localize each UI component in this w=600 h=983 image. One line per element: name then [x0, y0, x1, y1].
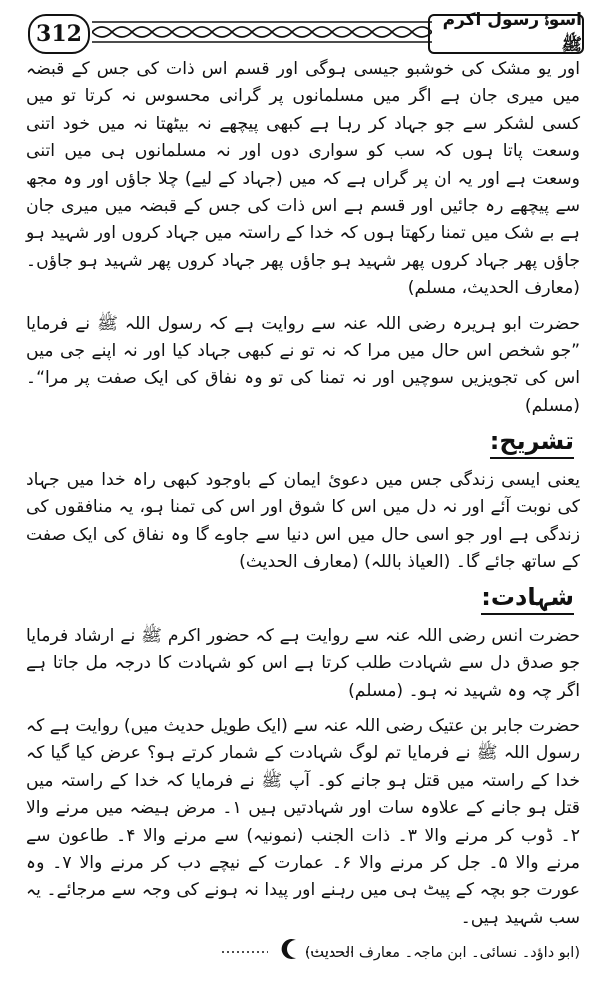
footer-ornament: [222, 936, 352, 960]
book-title: اسوۂ رسول اکرم ﷺ: [428, 14, 584, 54]
section-tashreeh: [26, 420, 580, 576]
paragraph: حضرت ابو ہریرہ رضی اللہ عنہ سے روایت ہے کہ رسول اللہ ﷺ نے فرمایا ”جو شخص اس حال میں مرا کہ نہ تو نے کبھی جہاد کیا اور نہ اپنے جی میں اس کی تجویزیں سوچیں اور نہ تمنا کی تو وہ نفاق کی ایک صفت پر مرا“۔ (مسلم): [26, 313, 580, 416]
paragraph: حضرت جابر بن عتیک رضی اللہ عنہ سے (ایک طویل حدیث میں) روایت ہے کہ رسول اللہ ﷺ نے فرمایا تم لوگ شہادت کے شمار کرتے ہو؟ عرض کیا گیا کہ خدا کے راستہ میں قتل ہو جانے کو۔ آپ ﷺ نے فرمایا کہ خدا کے راستہ میں قتل ہو جانے کے علاوہ سات اور شہادتیں ہیں ۱۔ مرض ہیضہ میں مرنے والا ۲۔ ڈوب کر مرنے والا ۳۔ ذات الجنب (نمونیہ) سے مرنے والا ۴۔ طاعون سے مرنے والا ۵۔ جل کر مرنے والا ۶۔ عمارت کے نیچے دب کر مرنے والا ۷۔ وہ عورت جو بچہ کے پیٹ ہی میں رہنے اور پیدا نہ ہونے کی وجہ سے مرجائے۔ یہ سب شہید ہیں۔: [26, 715, 580, 928]
paragraph: حضرت انس رضی اللہ عنہ سے روایت ہے کہ حضور اکرم ﷺ نے ارشاد فرمایا جو صدق دل سے شہادت طلب کرتا ہے اس کو شہادت کا درجہ مل جاتا ہے اگر چہ وہ شہید نہ ہو۔ (مسلم): [26, 625, 580, 701]
page-number: 312: [28, 14, 90, 54]
section-heading: شہادت:: [481, 584, 574, 614]
section-shahadat: [26, 576, 580, 967]
page-header: [28, 10, 584, 55]
page-content: [26, 56, 580, 968]
section-heading: تشریح:: [490, 428, 574, 458]
references: (ابو داؤد۔ نسائی۔ ابن ماجہ۔ معارف الحدیث): [304, 945, 580, 962]
paragraph: اور یو مشک کی خوشبو جیسی ہوگی اور قسم اس ذات کی جس کے قبضہ میں میری جان ہے اگر میں مسلمانوں پر گرانی محسوس نہ کرتا تو میں کسی لشکر سے جو جہاد کر رہا ہے کبھی پیچھے نہ بیٹھتا نہ میں خود اتنی وسعت پاتا ہوں کہ سب کو سواری دوں اور نہ مسلمانوں ہی میں اتنی وسعت ہے اور یہ ان پر گراں ہے کہ میں (جہاد کے لیے) چلا جاؤں اور وہ مجھ سے پیچھے رہ جائیں اور قسم ہے اس ذات کی جس کے قبضہ میں میری جان ہے بے شک میں تمنا رکھتا ہوں کہ خدا کے راستہ میں جہاد کروں اور شہید ہو جاؤں پھر جہاد کروں پھر شہید ہو جاؤں پھر جہاد کروں پھر شہید ہو جاؤں۔ (معارف الحدیث، مسلم): [26, 59, 580, 299]
paragraph: یعنی ایسی زندگی جس میں دعوئ ایمان کے باوجود کبھی راہ خدا میں جہاد کی نوبت آئے اور نہ دل میں اس کا شوق اور اس کی تمنا ہو، یہ منافقوں کی زندگی ہے اور جو اسی حال میں اس دنیا سے جاوے گا وہ نفاق کی ایک صفت کے ساتھ جائے گا۔ (العیاذ باللہ) (معارف الحدیث): [26, 469, 580, 572]
header-ornament: [92, 18, 432, 46]
